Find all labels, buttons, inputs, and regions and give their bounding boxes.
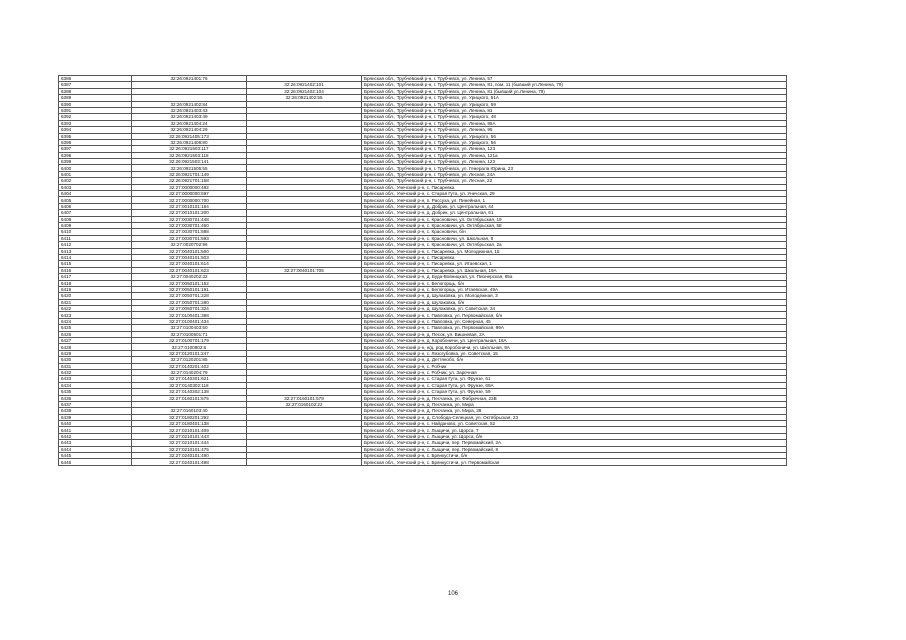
related-cadastral-number-cell: 32:27:0160102:22 <box>247 401 362 407</box>
row-number-cell: 6439 <box>59 414 132 420</box>
address-cell: Брянская обл., Трубчевский р-н, г. Трубчевск, ул. Ленина, 81, пом. 11 (бывший ул.Ленина, 79) <box>362 82 787 88</box>
row-number-cell: 6402 <box>59 178 132 184</box>
address-cell: Брянская обл., Трубчевский р-н, г. Трубчевск, ул. Урицкого, 48 <box>362 114 787 120</box>
row-number-cell: 6423 <box>59 312 132 318</box>
address-cell: Брянская обл., Унечский р-н, д. Шулаковка, ул. Советская, 34 <box>362 306 787 312</box>
cadastral-number-cell: 32:27:0030701:593 <box>132 235 247 241</box>
address-cell: Брянская обл., Унечский р-н, с. Писаревка, ул. Молодежная, 15 <box>362 248 787 254</box>
address-cell: Брянская обл., Унечский р-н, д. Буда-Вовницкая, ул. Пионерская, 65а <box>362 274 787 280</box>
address-cell: Брянская обл., Трубчевский р-н, г. Трубчевск, ул. Ленина, 121а <box>362 152 787 158</box>
address-cell: Брянская обл., Унечский р-н, с. Белогорщь, ул. Итаевская, 49А <box>362 286 787 292</box>
address-cell: Брянская обл., Унечский р-н, с. Красновичи, ул. Октябрьская, 19 <box>362 216 787 222</box>
row-number-cell: 6441 <box>59 427 132 433</box>
address-cell: Брянская обл., Унечский р-н, с. Павловка, ул. Северная, 45 <box>362 318 787 324</box>
row-number-cell: 6437 <box>59 401 132 407</box>
address-cell: Брянская обл., Унечский р-н, с. Лыщичи, пер. Первомайский, 2А <box>362 440 787 446</box>
cadastral-number-cell: 32:26:0921701:158 <box>132 178 247 184</box>
row-number-cell: 6428 <box>59 344 132 350</box>
related-cadastral-number-cell <box>247 459 362 465</box>
cadastral-number-cell: 32:27:0100802:6 <box>132 344 247 350</box>
address-cell: Брянская обл., Трубчевский р-н, г. Трубчевск, ул. Ленина, 95 <box>362 127 787 133</box>
address-cell: Брянская обл., Унечский р-н, с. Белогорщь, б/н <box>362 280 787 286</box>
cadastral-number-cell: 32:27:0000000:700 <box>132 197 247 203</box>
row-number-cell: 6442 <box>59 433 132 439</box>
row-number-cell: 6397 <box>59 146 132 152</box>
row-number-cell: 6415 <box>59 261 132 267</box>
address-cell: Брянская обл., Унечский р-н, с. Робчик, ул. Заречная <box>362 369 787 375</box>
row-number-cell: 6422 <box>59 306 132 312</box>
row-number-cell: 6403 <box>59 184 132 190</box>
address-cell: Брянская обл., Унечский р-н, с. Павловка, ул. Первомайская, б/н <box>362 312 787 318</box>
address-cell: Брянская обл., Унечский р-н, с. Брянкустичи, ул. Первомайская <box>362 459 787 465</box>
cadastral-number-cell: 32:27:0100401:434 <box>132 318 247 324</box>
row-number-cell: 6411 <box>59 235 132 241</box>
address-cell: Брянская обл., Унечский р-н, с. Найданово, ул. Советская, 52 <box>362 421 787 427</box>
address-cell: Брянская обл., Унечский р-н, д. Добрик, ул. Центральная, 44 <box>362 203 787 209</box>
address-cell: Брянская обл., Унечский р-н, д. Добрик, ул. Центральная, 61 <box>362 210 787 216</box>
row-number-cell: 6446 <box>59 459 132 465</box>
row-number-cell: 6443 <box>59 440 132 446</box>
address-cell: Брянская обл., Унечский р-н, с. Старая Гута, ул. Фрунзе, 59 <box>362 389 787 395</box>
address-cell: Брянская обл., Трубчевский р-н, г. Трубчевск, ул. Ленина, 81 <box>362 107 787 113</box>
address-cell: Брянская обл., Унечский р-н, с. Писаревка, ул. Итаевская, 1 <box>362 261 787 267</box>
address-cell: Брянская обл., Трубчевский р-н, г. Трубчевск, ул. Лесная, 24А <box>362 171 787 177</box>
cadastral-number-cell: 32:26:0921403:49 <box>132 114 247 120</box>
cadastral-number-cell: 32:26:0921503:141 <box>132 159 247 165</box>
row-number-cell: 6419 <box>59 286 132 292</box>
cadastral-number-cell: 32:27:0140201:402 <box>132 363 247 369</box>
address-cell: Брянская обл., Унечский р-н, н/д. род Коробоничи, ул. Школьная, 9А <box>362 344 787 350</box>
address-cell: Брянская обл., Унечский р-н, с. Лыщичи, ул. Щорса, 7 <box>362 427 787 433</box>
cadastral-number-cell: 32:26:0921503:117 <box>132 146 247 152</box>
row-number-cell: 6435 <box>59 389 132 395</box>
address-cell: Брянская обл., Унечский р-н, с. Павловка, ул. Первомайская, 99А <box>362 325 787 331</box>
row-number-cell: 6418 <box>59 280 132 286</box>
row-number-cell: 6436 <box>59 395 132 401</box>
address-cell: Брянская обл., Унечский р-н, с. Брянкустичи, б/н <box>362 453 787 459</box>
cadastral-number-cell: 32:27:0010101:200 <box>132 210 247 216</box>
row-number-cell: 6396 <box>59 139 132 145</box>
page-number: 106 <box>447 591 458 597</box>
cadastral-number-cell: 32:27:0020702:96 <box>132 242 247 248</box>
address-cell: Брянская обл., Трубчевский р-н, г. Трубчевск, ул. Ленина, 57 <box>362 76 787 82</box>
row-number-cell: 6426 <box>59 331 132 337</box>
address-cell: Брянская обл., Унечский р-н, д. Песок, ул. Вишневая, 2А <box>362 331 787 337</box>
row-number-cell: 6388 <box>59 88 132 94</box>
cadastral-number-cell: 32:26:0921401:76 <box>132 76 247 82</box>
row-number-cell: 6424 <box>59 318 132 324</box>
address-cell: Брянская обл., Трубчевский р-н, г. Трубчевск, ул. Урицкого, 59 <box>362 101 787 107</box>
cadastral-number-cell: 32:27:0040101:614 <box>132 261 247 267</box>
row-number-cell: 6386 <box>59 76 132 82</box>
cadastral-number-cell: 32:27:0100401:388 <box>132 312 247 318</box>
cadastral-number-cell: 32:27:0100701:179 <box>132 338 247 344</box>
cadastral-number-cell: 32:27:0140302:138 <box>132 389 247 395</box>
cadastral-number-cell: 32:27:0160103:40 <box>132 408 247 414</box>
cadastral-number-cell: 32:27:0210101:409 <box>132 427 247 433</box>
cadastral-number-cell: 32:27:0100403:50 <box>132 325 247 331</box>
address-cell: Брянская обл., Унечский р-н, с. Красновичи, ул. Октябрьская, 2а <box>362 242 787 248</box>
address-cell: Брянская обл., Унечский р-н, с. Робчик <box>362 363 787 369</box>
row-number-cell: 6394 <box>59 127 132 133</box>
address-cell: Брянская обл., Унечский р-н, с. Писаревка <box>362 184 787 190</box>
address-cell: Брянская обл., Трубчевский р-н, г. Трубчевск, ул. Лесная, 22 <box>362 178 787 184</box>
address-cell: Брянская обл., Трубчевский р-н, г. Трубчевск, ул. Ленина, 123 <box>362 159 787 165</box>
address-cell: Брянская обл., Унечский р-н, с. Красновичи, ул. Октябрьская, 58 <box>362 222 787 228</box>
cadastral-number-cell: 32:27:0050701:280 <box>132 299 247 305</box>
row-number-cell: 6393 <box>59 120 132 126</box>
cadastral-table-body <box>59 76 787 466</box>
cadastral-number-cell: 32:27:0180201:292 <box>132 414 247 420</box>
address-cell: Брянская обл., Унечский р-н, с. Красновичи, ул. Школьная, 8 <box>362 235 787 241</box>
row-number-cell: 6417 <box>59 274 132 280</box>
address-cell: Брянская обл., Унечский р-н, д. Песчанка, ул. Фабричная, 23В <box>362 395 787 401</box>
row-number-cell: 6392 <box>59 114 132 120</box>
address-cell: Брянская обл., Унечский р-н, с. Старая Гута, ул. Фрунзе, 69А <box>362 382 787 388</box>
table-row <box>59 459 787 465</box>
cadastral-number-cell: 32:27:0050701:324 <box>132 306 247 312</box>
cadastral-number-cell: 32:27:0030701:460 <box>132 222 247 228</box>
address-cell: Брянская обл., Унечский р-н, с. Старая Гута, ул. Унечская, 29 <box>362 191 787 197</box>
row-number-cell: 6387 <box>59 82 132 88</box>
row-number-cell: 6413 <box>59 248 132 254</box>
row-number-cell: 6390 <box>59 101 132 107</box>
row-number-cell: 6391 <box>59 107 132 113</box>
row-number-cell: 6434 <box>59 382 132 388</box>
row-number-cell: 6433 <box>59 376 132 382</box>
cadastral-number-cell: 32:27:0040202:32 <box>132 274 247 280</box>
row-number-cell: 6399 <box>59 159 132 165</box>
cadastral-number-cell: 32:27:0100501:71 <box>132 331 247 337</box>
cadastral-number-cell: 32:27:0030701:448 <box>132 216 247 222</box>
address-cell: Брянская обл., Трубчевский р-н, г. Трубчевск, ул. Ленина, 123 <box>362 146 787 152</box>
row-number-cell: 6416 <box>59 267 132 273</box>
row-number-cell: 6431 <box>59 363 132 369</box>
cadastral-number-cell: 32:27:0240101:498 <box>132 459 247 465</box>
address-cell: Брянская обл., Трубчевский р-н, г. Трубчевск, ул. Урицкого, 56 <box>362 133 787 139</box>
cadastral-number-cell: 32:26:0921503:118 <box>132 152 247 158</box>
row-number-cell: 6414 <box>59 254 132 260</box>
address-cell: Брянская обл., Унечский р-н, д. Слобода-Селецкая, ул. Октябрьская, 23 <box>362 414 787 420</box>
address-cell: Брянская обл., Трубчевский р-н, г. Трубчевск, ул. Урицкого, 56 <box>362 139 787 145</box>
cadastral-number-cell: 32:27:0000000:597 <box>132 191 247 197</box>
cadastral-number-cell: 32:26:0921406:80 <box>132 139 247 145</box>
row-number-cell: 6401 <box>59 171 132 177</box>
row-number-cell: 6395 <box>59 133 132 139</box>
cadastral-number-cell: 32:27:0120201:85 <box>132 357 247 363</box>
cadastral-number-cell: 32:27:0120101:247 <box>132 350 247 356</box>
address-cell: Брянская обл., Унечский р-н, д. Песчанка, ул. Мира, 38 <box>362 408 787 414</box>
cadastral-number-cell: 32:26:0921405:173 <box>132 133 247 139</box>
cadastral-number-cell: 32:27:0050101:152 <box>132 280 247 286</box>
address-cell: Брянская обл., Трубчевский р-н, г. Трубчевск, ул. Ленина, 81 (бывший ул.Ленина, 79) <box>362 88 787 94</box>
cadastral-number-cell: 32:27:0030701:588 <box>132 229 247 235</box>
cadastral-number-cell: 32:27:0040101:623 <box>132 267 247 273</box>
cadastral-number-cell: 32:27:0140204:79 <box>132 369 247 375</box>
cadastral-number-cell: 32:27:0000000:492 <box>132 184 247 190</box>
cadastral-number-cell: 32:27:0210101:444 <box>132 440 247 446</box>
related-cadastral-number-cell: 32:26:0921402:55 <box>247 95 362 101</box>
address-cell: Брянская обл., Трубчевский р-н, г. Трубчевск, ул. Ленина, 95А <box>362 120 787 126</box>
cadastral-number-cell: 32:27:0210101:443 <box>132 433 247 439</box>
cadastral-number-cell: 32:27:0140302:118 <box>132 382 247 388</box>
row-number-cell: 6404 <box>59 191 132 197</box>
related-cadastral-number-cell: 32:27:0160101:579 <box>247 395 362 401</box>
row-number-cell: 6429 <box>59 350 132 356</box>
related-cadastral-number-cell: 32:27:0040101:705 <box>247 267 362 273</box>
cadastral-number-cell: 32:26:0921402:84 <box>132 101 247 107</box>
row-number-cell: 6445 <box>59 453 132 459</box>
row-number-cell: 6427 <box>59 338 132 344</box>
cadastral-number-cell: 32:27:0050701:228 <box>132 293 247 299</box>
cadastral-number-cell: 32:27:0140301:621 <box>132 376 247 382</box>
row-number-cell: 6444 <box>59 446 132 452</box>
cadastral-number-cell: 32:26:0921701:149 <box>132 171 247 177</box>
cadastral-number-cell: 32:26:0921403:43 <box>132 107 247 113</box>
related-cadastral-number-cell: 32:26:0921402:101 <box>247 82 362 88</box>
address-cell: Брянская обл., Унечский р-н, д. Шулаковка, ул. Молодежная, 3 <box>362 293 787 299</box>
cadastral-number-cell: 32:26:0921505:55 <box>132 165 247 171</box>
row-number-cell: 6421 <box>59 299 132 305</box>
address-cell: Брянская обл., Унечский р-н, с. Лыщичи, ул. Щорса, б/н <box>362 433 787 439</box>
row-number-cell: 6405 <box>59 197 132 203</box>
address-cell: Брянская обл., Унечский р-н, д. Дегтянобо, б/н <box>362 357 787 363</box>
row-number-cell: 6420 <box>59 293 132 299</box>
cadastral-table <box>58 75 787 466</box>
address-cell: Брянская обл., Унечский р-н, с. Писаревка <box>362 254 787 260</box>
row-number-cell: 6398 <box>59 152 132 158</box>
row-number-cell: 6425 <box>59 325 132 331</box>
cadastral-number-cell: 32:27:0040101:503 <box>132 254 247 260</box>
address-cell: Брянская обл., Трубчевский р-н, г. Трубчевск, ул. Генерала Юрина, 23 <box>362 165 787 171</box>
cadastral-number-cell: 32:27:0050101:191 <box>132 286 247 292</box>
row-number-cell: 6412 <box>59 242 132 248</box>
address-cell: Брянская обл., Унечский р-н, с. Лизогубовка, ул. Советская, 15 <box>362 350 787 356</box>
row-number-cell: 6410 <box>59 229 132 235</box>
address-cell: Брянская обл., Унечский р-н, д. Коробоничи, ул. Центральная, 16А <box>362 338 787 344</box>
cadastral-number-cell: 32:27:0240101:490 <box>132 453 247 459</box>
cadastral-number-cell: 32:26:0921404:29 <box>132 127 247 133</box>
cadastral-number-cell: 32:27:0180401:138 <box>132 421 247 427</box>
address-cell: Брянская обл., Унечский р-н, п. Рассуха, ул. Пинейная, 1 <box>362 197 787 203</box>
address-cell: Брянская обл., Унечский р-н, с. Лыщичи, пер. Первомайский, 8 <box>362 446 787 452</box>
address-cell: Брянская обл., Унечский р-н, с. Писаревка, ул. Школьная, 19А <box>362 267 787 273</box>
row-number-cell: 6438 <box>59 408 132 414</box>
cadastral-number-cell: 32:27:0210101:475 <box>132 446 247 452</box>
cadastral-number-cell: 32:26:0921404:24 <box>132 120 247 126</box>
address-cell: Брянская обл., Трубчевский р-н, г. Трубчевск, ул. Урицкого, 51А <box>362 95 787 101</box>
cadastral-number-cell: 32:27:0160101:575 <box>132 395 247 401</box>
row-number-cell: 6389 <box>59 95 132 101</box>
address-cell: Брянская обл., Унечский р-н, д. Песчанка, ул. Мира <box>362 401 787 407</box>
row-number-cell: 6440 <box>59 421 132 427</box>
row-number-cell: 6432 <box>59 369 132 375</box>
address-cell: Брянская обл., Унечский р-н, с. Красновичи, б/н <box>362 229 787 235</box>
cadastral-number-cell: 32:27:0010101:184 <box>132 203 247 209</box>
row-number-cell: 6407 <box>59 210 132 216</box>
row-number-cell: 6408 <box>59 216 132 222</box>
row-number-cell: 6430 <box>59 357 132 363</box>
row-number-cell: 6406 <box>59 203 132 209</box>
row-number-cell: 6409 <box>59 222 132 228</box>
cadastral-number-cell: 32:27:0040101:500 <box>132 248 247 254</box>
related-cadastral-number-cell: 32:26:0921402:104 <box>247 88 362 94</box>
row-number-cell: 6400 <box>59 165 132 171</box>
address-cell: Брянская обл., Унечский р-н, с. Старая Гута, ул. Фрунзе, 61 <box>362 376 787 382</box>
address-cell: Брянская обл., Унечский р-н, д. Шулаковка, б/н <box>362 299 787 305</box>
